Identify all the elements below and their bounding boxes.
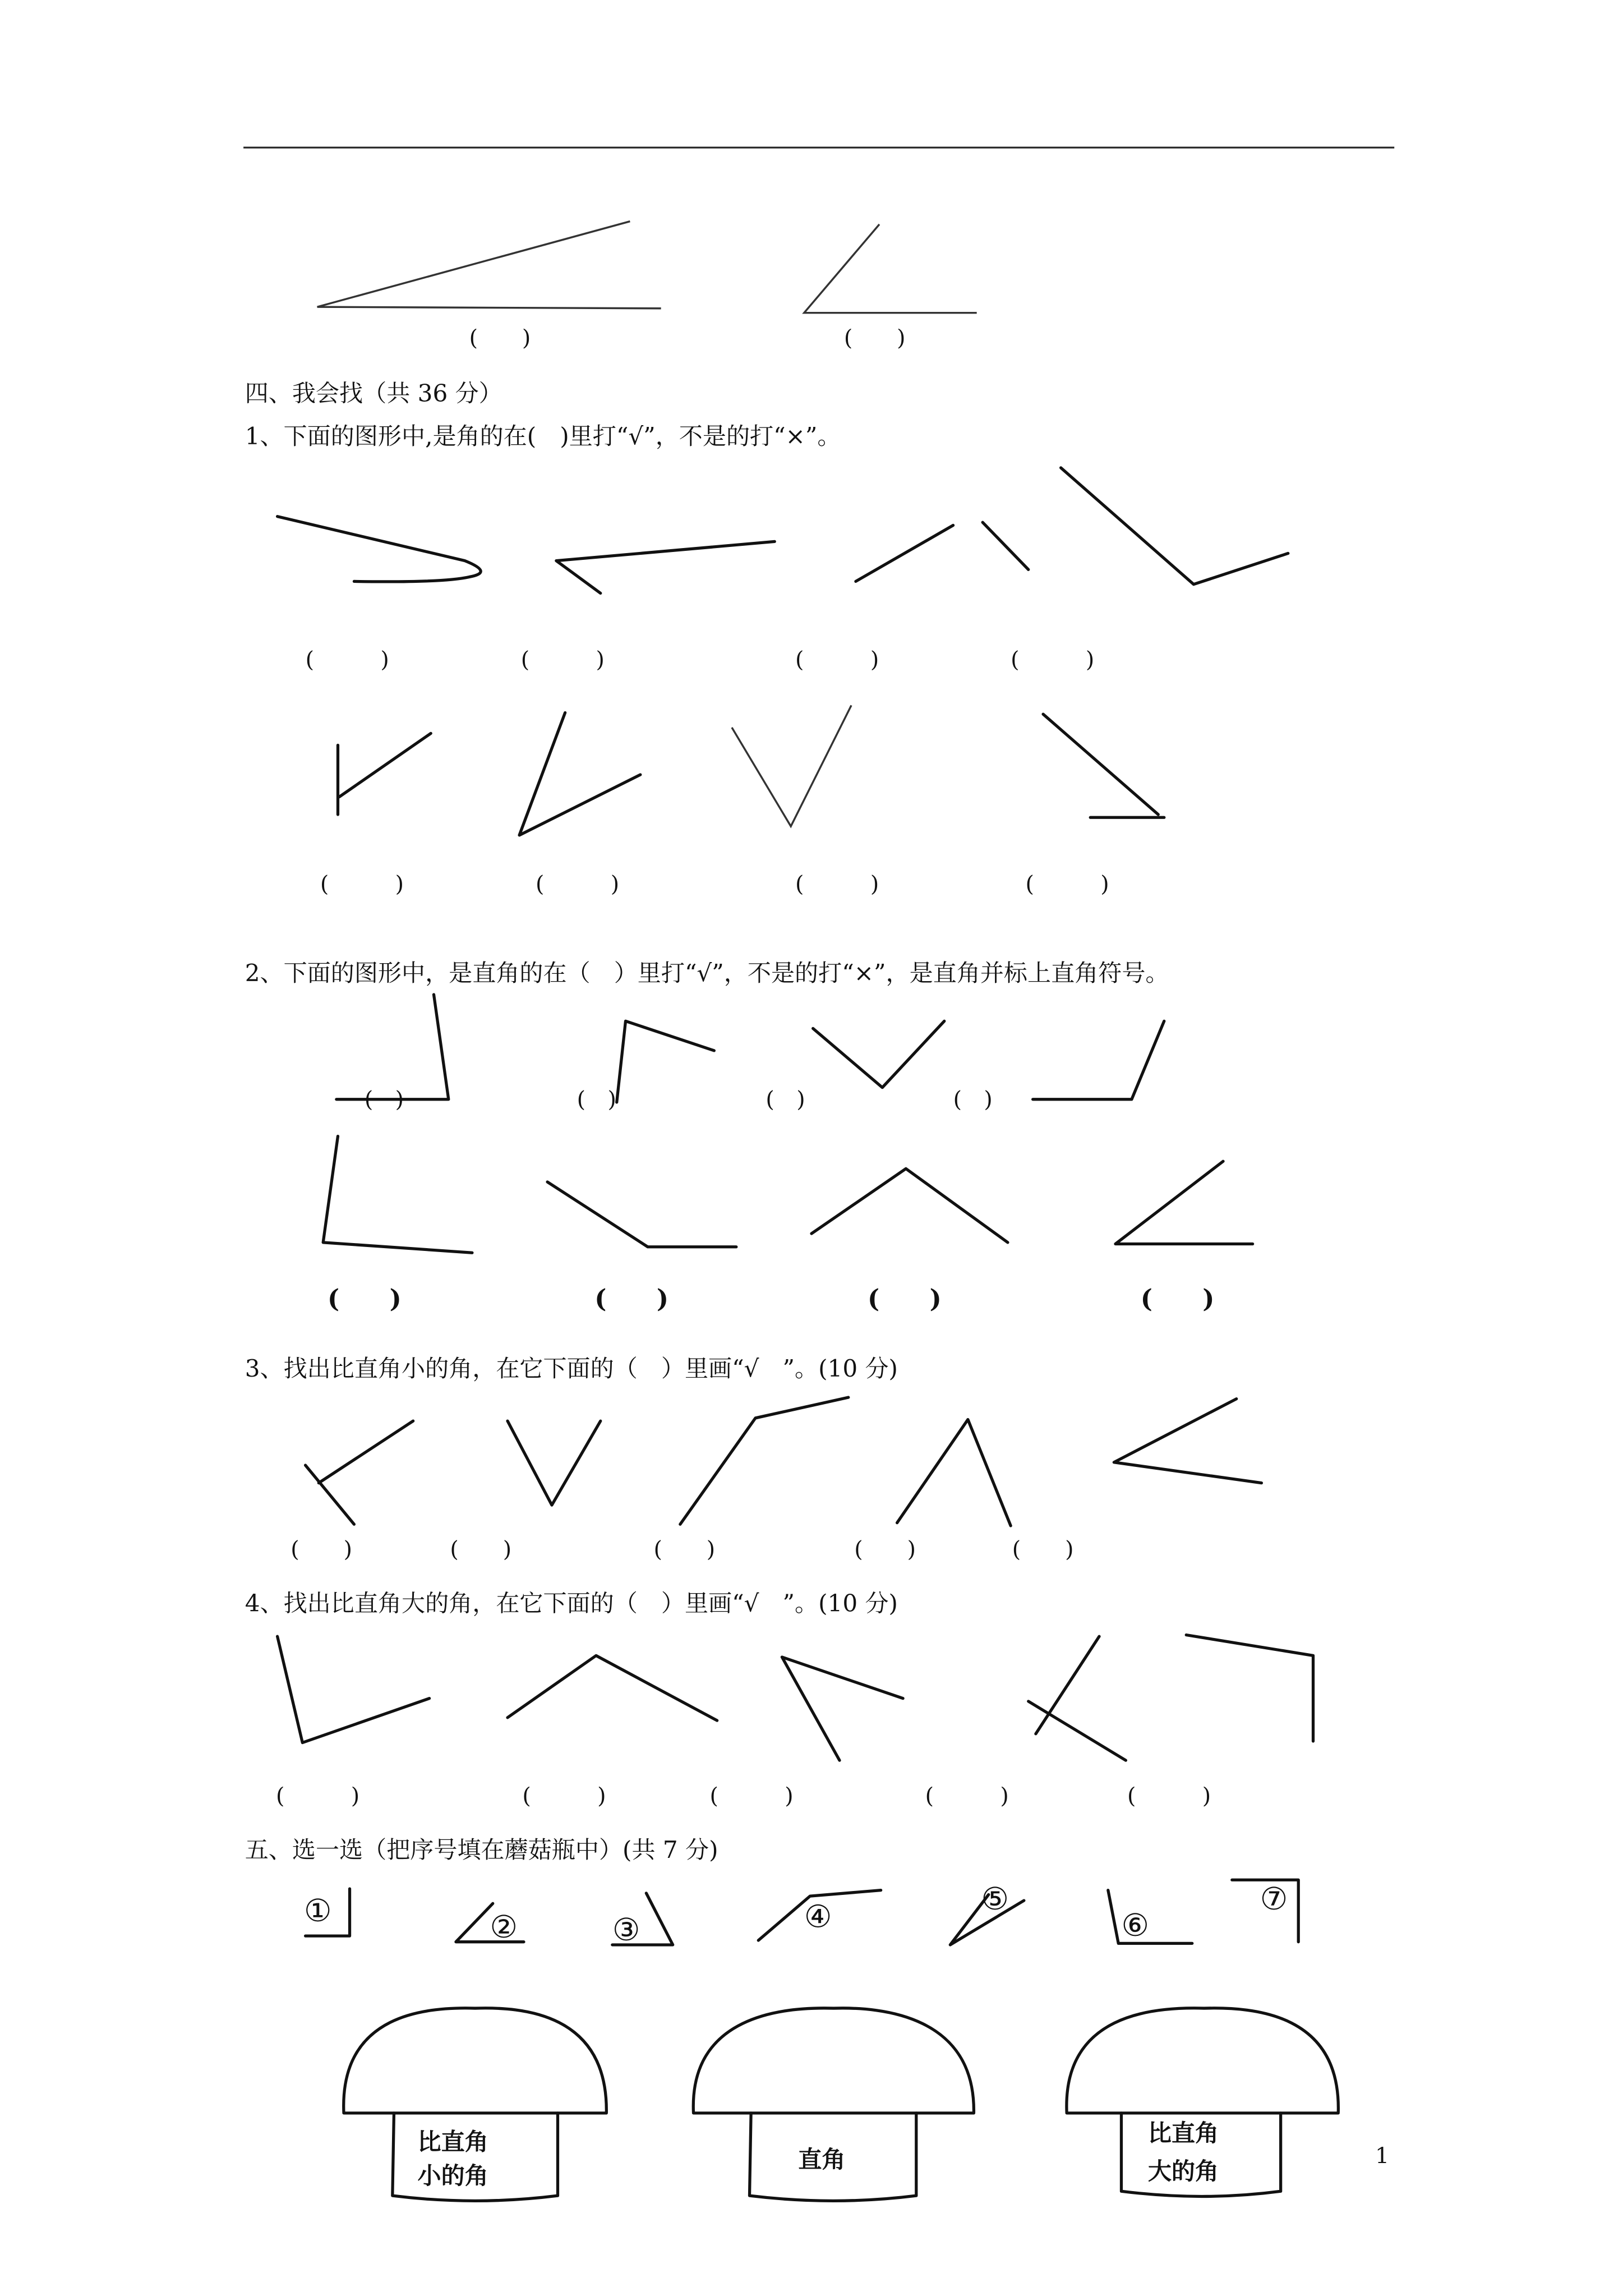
choice-label-7: ⑦ [1260, 1881, 1288, 1917]
answer-blank[interactable]: ( ) [275, 1783, 360, 1809]
mushroom-label-line2: 大的角 [1147, 2157, 1219, 2185]
question-two: 2、下面的图形中，是直角的在（ ）里打“√”，不是的打“×”，是直角并标上直角符号。 [245, 959, 1169, 987]
choice-label-2: ② [490, 1909, 518, 1945]
figure-open-segments [339, 733, 431, 797]
answer-blank[interactable]: ( ) [653, 1536, 716, 1563]
answer-blank[interactable]: ( ) [1127, 1783, 1211, 1809]
choice-label-6: ⑥ [1121, 1908, 1150, 1944]
choice-label-4: ④ [804, 1899, 832, 1935]
answer-blank[interactable]: ( ) [795, 646, 879, 673]
answer-blank[interactable]: ( ) [1025, 871, 1109, 897]
choice-label-1: ① [303, 1893, 332, 1929]
figure-angle [547, 1182, 736, 1247]
figure-angle [897, 1420, 1011, 1526]
figure-angle [813, 1021, 944, 1087]
answer-blank[interactable]: ( ) [854, 1536, 916, 1563]
figure-angle [508, 1655, 717, 1720]
answer-blank[interactable]: ( ) [795, 871, 879, 897]
question-one: 1、下面的图形中,是角的在( )里打“√”，不是的打“×”。 [245, 422, 841, 450]
answer-blank[interactable]: ( ) [520, 646, 605, 673]
figure-angle [1033, 1021, 1164, 1099]
figure-angle [680, 1397, 849, 1524]
answer-blank[interactable]: ( ) [291, 1536, 353, 1563]
answer-blank[interactable]: ( ) [709, 1783, 794, 1809]
figure-angle [1114, 1399, 1261, 1483]
figure-open-segments [856, 525, 953, 581]
answer-blank[interactable]: ( ) [766, 1086, 805, 1112]
answer-blank[interactable]: ( ) [450, 1536, 512, 1563]
figure-angle [323, 1136, 472, 1253]
figure-angle [319, 1421, 413, 1483]
answer-blank[interactable]: ( ) [1012, 1536, 1074, 1563]
answer-blank[interactable]: ( ) [320, 871, 404, 897]
section-four-heading: 四、我会找（共 36 分） [245, 379, 502, 407]
figure-angle [1061, 468, 1288, 585]
answer-blank[interactable]: ( ) [953, 1086, 993, 1112]
mushroom-jar-right [693, 2008, 974, 2201]
figure-angle [1036, 1636, 1099, 1734]
figure-angle [732, 705, 851, 826]
section-five-heading: 五、选一选（把序号填在蘑菇瓶中）(共 7 分) [245, 1835, 718, 1864]
answer-blank[interactable]: ( ) [594, 1283, 669, 1314]
angle-figure [804, 224, 977, 313]
figure-curve [278, 517, 481, 582]
mushroom-jar-smaller [344, 2008, 607, 2201]
figure-angle [617, 1021, 714, 1102]
figure-open-segments [983, 522, 1029, 569]
figure-angle [278, 1636, 430, 1742]
answer-blank[interactable]: ( ) [1140, 1283, 1215, 1314]
figure-angle [556, 541, 774, 593]
question-three: 3、找出比直角小的角，在它下面的（ ）里画“√ ”。(10 分) [245, 1355, 898, 1383]
answer-blank[interactable]: ( ) [522, 1783, 606, 1809]
page-number: 1 [1375, 2143, 1390, 2169]
choice-label-5: ⑤ [981, 1881, 1009, 1917]
choice-angle-6 [1108, 1890, 1192, 1944]
figure-angle [1029, 1701, 1126, 1760]
figure-angle [782, 1657, 903, 1760]
answer-blank[interactable]: ( ) [843, 325, 906, 351]
figure-open-segments [1043, 714, 1158, 815]
mushroom-label-line1: 比直角 [417, 2128, 488, 2156]
figure-angle [811, 1168, 1008, 1243]
figure-angle [1115, 1161, 1253, 1244]
figure-angle [336, 995, 449, 1099]
figure-angle [1186, 1635, 1313, 1741]
answer-blank[interactable]: ( ) [577, 1086, 616, 1112]
question-four: 4、找出比直角大的角，在它下面的（ ）里画“√ ”。(10 分) [245, 1589, 898, 1617]
mushroom-label-line1: 比直角 [1147, 2119, 1219, 2147]
figure-angle [508, 1421, 601, 1505]
mushroom-label-line1: 直角 [798, 2146, 846, 2174]
answer-blank[interactable]: ( ) [328, 1283, 402, 1314]
answer-blank[interactable]: ( ) [305, 646, 389, 673]
answer-blank[interactable]: ( ) [469, 325, 531, 351]
answer-blank[interactable]: ( ) [364, 1086, 404, 1112]
answer-blank[interactable]: ( ) [867, 1283, 942, 1314]
choice-label-3: ③ [612, 1912, 640, 1949]
mushroom-label-line2: 小的角 [417, 2162, 488, 2190]
mushroom-jar-larger [1067, 2008, 1339, 2197]
figure-angle [519, 713, 640, 835]
answer-blank[interactable]: ( ) [925, 1783, 1009, 1809]
answer-blank[interactable]: ( ) [1011, 646, 1095, 673]
angle-figure [317, 222, 661, 309]
answer-blank[interactable]: ( ) [536, 871, 620, 897]
